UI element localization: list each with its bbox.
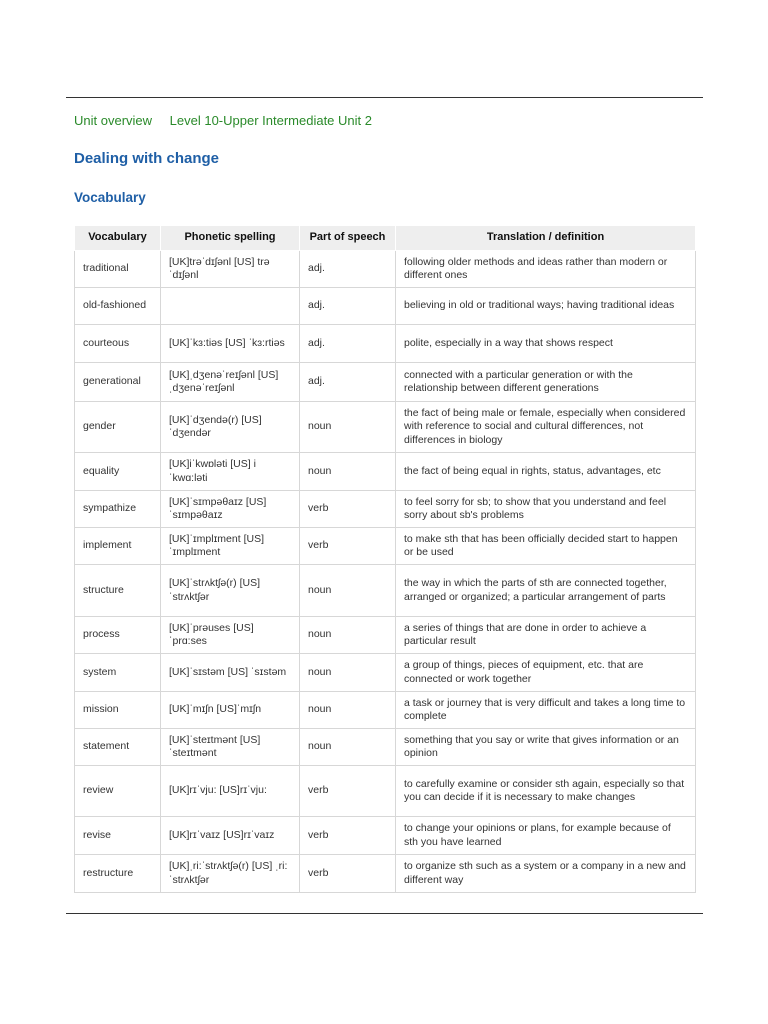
table-row	[75, 402, 696, 453]
part-of-speech-cell: noun	[300, 617, 396, 654]
table-row	[75, 288, 696, 325]
phonetic-spelling-cell: [UK]ˈsɪstəm [US] ˈsɪstəm	[161, 654, 300, 692]
table-row	[75, 654, 696, 692]
definition-cell: polite, especially in a way that shows respect	[396, 325, 696, 363]
vocab-word-cell: process	[75, 617, 161, 654]
definition-cell: following older methods and ideas rather than modern or different ones	[396, 251, 696, 288]
table-row	[75, 855, 696, 893]
definition-cell: to make sth that has been officially decided start to happen or be used	[396, 528, 696, 565]
bottom-divider	[66, 913, 703, 914]
part-of-speech-cell: adj.	[300, 251, 396, 288]
header-part-of-speech: Part of speech	[300, 226, 396, 251]
phonetic-spelling-cell: [UK]ˈkɜ:tiəs [US] ˈkɜ:rtiəs	[161, 325, 300, 363]
vocab-word-cell: courteous	[75, 325, 161, 363]
phonetic-spelling-cell: [UK]ˈprəuses [US] ˈprɑ:ses	[161, 617, 300, 654]
breadcrumb-level[interactable]: Level 10-Upper Intermediate Unit 2	[169, 113, 372, 128]
part-of-speech-cell: adj.	[300, 288, 396, 325]
part-of-speech-cell: noun	[300, 654, 396, 692]
table-body	[75, 251, 696, 893]
table-row	[75, 766, 696, 817]
table-row	[75, 692, 696, 729]
table-row	[75, 363, 696, 402]
definition-cell: the fact of being equal in rights, status, advantages, etc	[396, 453, 696, 491]
part-of-speech-cell: noun	[300, 692, 396, 729]
vocab-word-cell: gender	[75, 402, 161, 453]
part-of-speech-cell: verb	[300, 817, 396, 855]
vocab-word-cell: sympathize	[75, 491, 161, 528]
part-of-speech-cell: noun	[300, 565, 396, 617]
vocab-word-cell: old-fashioned	[75, 288, 161, 325]
part-of-speech-cell: verb	[300, 491, 396, 528]
table-row	[75, 491, 696, 528]
table-row	[75, 817, 696, 855]
vocab-word-cell: structure	[75, 565, 161, 617]
breadcrumb-unit-overview[interactable]: Unit overview	[74, 113, 153, 128]
definition-cell: to carefully examine or consider sth again, especially so that you can decide if it is necessary to make changes	[396, 766, 696, 817]
definition-cell: a series of things that are done in order to achieve a particular result	[396, 617, 696, 654]
definition-cell: to change your opinions or plans, for example because of sth you have learned	[396, 817, 696, 855]
table-row	[75, 729, 696, 766]
part-of-speech-cell: noun	[300, 729, 396, 766]
vocab-word-cell: review	[75, 766, 161, 817]
definition-cell: believing in old or traditional ways; having traditional ideas	[396, 288, 696, 325]
part-of-speech-cell: verb	[300, 766, 396, 817]
part-of-speech-cell: noun	[300, 402, 396, 453]
vocab-word-cell: equality	[75, 453, 161, 491]
definition-cell: something that you say or write that gives information or an opinion	[396, 729, 696, 766]
table-row	[75, 617, 696, 654]
section-title: Vocabulary	[74, 190, 146, 205]
page-title: Dealing with change	[74, 150, 220, 167]
table-row	[75, 565, 696, 617]
phonetic-spelling-cell: [UK]ˌdʒenəˈreɪʃənl [US]ˌdʒenəˈreɪʃənl	[161, 363, 300, 402]
phonetic-spelling-cell: [UK]ˈsteɪtmənt [US] ˈsteɪtmənt	[161, 729, 300, 766]
definition-cell: the fact of being male or female, especially when considered with reference to social and cultural differences, not differences in biology	[396, 402, 696, 453]
vocab-word-cell: system	[75, 654, 161, 692]
vocab-word-cell: traditional	[75, 251, 161, 288]
part-of-speech-cell: noun	[300, 453, 396, 491]
table-header-row	[75, 226, 696, 251]
top-divider	[66, 97, 703, 98]
vocab-word-cell: implement	[75, 528, 161, 565]
phonetic-spelling-cell: [UK]ˈɪmplɪment [US] ˈɪmplɪment	[161, 528, 300, 565]
phonetic-spelling-cell: [UK]trəˈdɪʃənl [US] trəˈdɪʃənl	[161, 251, 300, 288]
definition-cell: to feel sorry for sb; to show that you understand and feel sorry about sb's problems	[396, 491, 696, 528]
phonetic-spelling-cell: [UK]ˈsɪmpəθaɪz [US] ˈsɪmpəθaɪz	[161, 491, 300, 528]
phonetic-spelling-cell: [UK]iˈkwɒləti [US] iˈkwɑ:ləti	[161, 453, 300, 491]
phonetic-spelling-cell: [UK]rɪˈvaɪz [US]rɪˈvaɪz	[161, 817, 300, 855]
vocab-word-cell: statement	[75, 729, 161, 766]
header-vocabulary: Vocabulary	[75, 226, 161, 251]
vocab-word-cell: restructure	[75, 855, 161, 893]
vocab-word-cell: revise	[75, 817, 161, 855]
header-definition: Translation / definition	[396, 226, 696, 251]
vocab-word-cell: generational	[75, 363, 161, 402]
table-row	[75, 251, 696, 288]
breadcrumb	[74, 113, 386, 128]
definition-cell: the way in which the parts of sth are connected together, arranged or organized; a particular arrangement of parts	[396, 565, 696, 617]
part-of-speech-cell: verb	[300, 528, 396, 565]
part-of-speech-cell: adj.	[300, 363, 396, 402]
definition-cell: connected with a particular generation or with the relationship between different generations	[396, 363, 696, 402]
phonetic-spelling-cell: [UK]ˌri:ˈstrʌktʃə(r) [US] ˌri:ˈstrʌktʃər	[161, 855, 300, 893]
definition-cell: a task or journey that is very difficult and takes a long time to complete	[396, 692, 696, 729]
header-phonetic-spelling: Phonetic spelling	[161, 226, 300, 251]
phonetic-spelling-cell: [UK]rɪˈvju: [US]rɪˈvju:	[161, 766, 300, 817]
phonetic-spelling-cell	[161, 288, 300, 325]
phonetic-spelling-cell: [UK]ˈstrʌktʃə(r) [US] ˈstrʌktʃər	[161, 565, 300, 617]
table-row	[75, 528, 696, 565]
table-row	[75, 453, 696, 491]
vocab-word-cell: mission	[75, 692, 161, 729]
vocabulary-table	[74, 225, 696, 893]
phonetic-spelling-cell: [UK]ˈdʒendə(r) [US] ˈdʒendər	[161, 402, 300, 453]
table-row	[75, 325, 696, 363]
part-of-speech-cell: verb	[300, 855, 396, 893]
phonetic-spelling-cell: [UK]ˈmɪʃn [US]ˈmɪʃn	[161, 692, 300, 729]
definition-cell: to organize sth such as a system or a company in a new and different way	[396, 855, 696, 893]
part-of-speech-cell: adj.	[300, 325, 396, 363]
definition-cell: a group of things, pieces of equipment, etc. that are connected or work together	[396, 654, 696, 692]
